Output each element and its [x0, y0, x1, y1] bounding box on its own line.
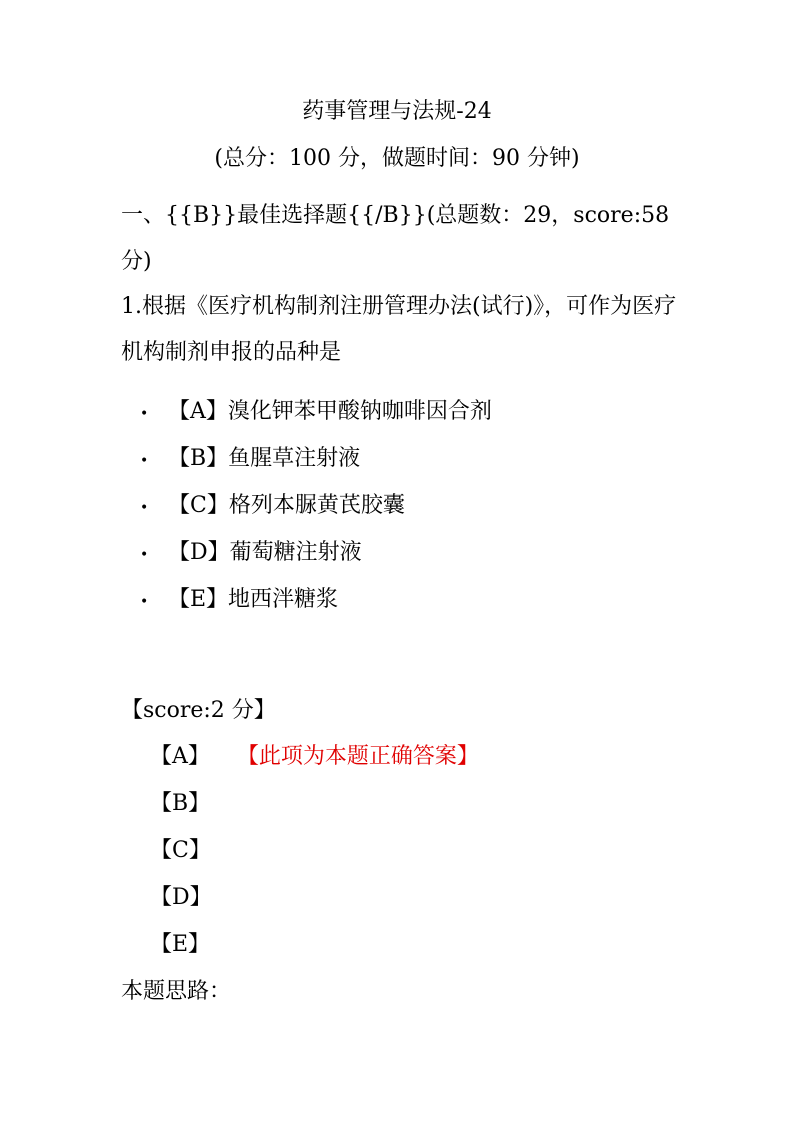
- option-item-a: [140, 392, 492, 439]
- answer-label: 【A】: [150, 744, 210, 769]
- option-item-e: [140, 580, 492, 627]
- section-heading: 一、{{B}}最佳选择题{{/B}}(总题数：29，score:58 分): [121, 203, 670, 274]
- option-label: 【E】地西泮糖浆: [168, 587, 339, 612]
- option-label: 【C】格列本脲黄芪胶囊: [168, 493, 405, 518]
- score-label: 【score:2 分】: [121, 698, 276, 723]
- answer-item-e: [150, 929, 479, 976]
- bullet-icon: •: [140, 547, 149, 563]
- option-list: [140, 392, 492, 627]
- answer-item-a: [150, 741, 479, 788]
- option-label: 【D】葡萄糖注射液: [168, 540, 362, 565]
- exam-info: (总分：100 分，做题时间：90 分钟): [214, 146, 580, 171]
- answer-item-d: [150, 882, 479, 929]
- bullet-icon: •: [140, 500, 149, 516]
- answer-label: 【B】: [150, 791, 211, 816]
- answer-label: 【D】: [150, 885, 212, 910]
- bullet-icon: •: [140, 594, 149, 610]
- correct-answer-note: 【此项为本题正确答案】: [247, 744, 479, 769]
- option-item-b: [140, 439, 492, 486]
- option-item-d: [140, 533, 492, 580]
- bullet-icon: •: [140, 406, 149, 422]
- option-item-c: [140, 486, 492, 533]
- question-text: 1.根据《医疗机构制剂注册管理办法(试行)》，可作为医疗机构制剂申报的品种是: [121, 294, 677, 365]
- answer-item-c: [150, 835, 479, 882]
- page-title: 药事管理与法规-24: [302, 99, 492, 124]
- option-label: 【A】溴化钾苯甲酸钠咖啡因合剂: [168, 399, 492, 424]
- answer-label: 【E】: [150, 932, 211, 957]
- option-label: 【B】鱼腥草注射液: [168, 446, 361, 471]
- answer-list: [150, 741, 479, 976]
- bullet-icon: •: [140, 453, 149, 469]
- answer-item-b: [150, 788, 479, 835]
- answer-label: 【C】: [150, 838, 211, 863]
- solution-idea-label: 本题思路：: [121, 979, 232, 1004]
